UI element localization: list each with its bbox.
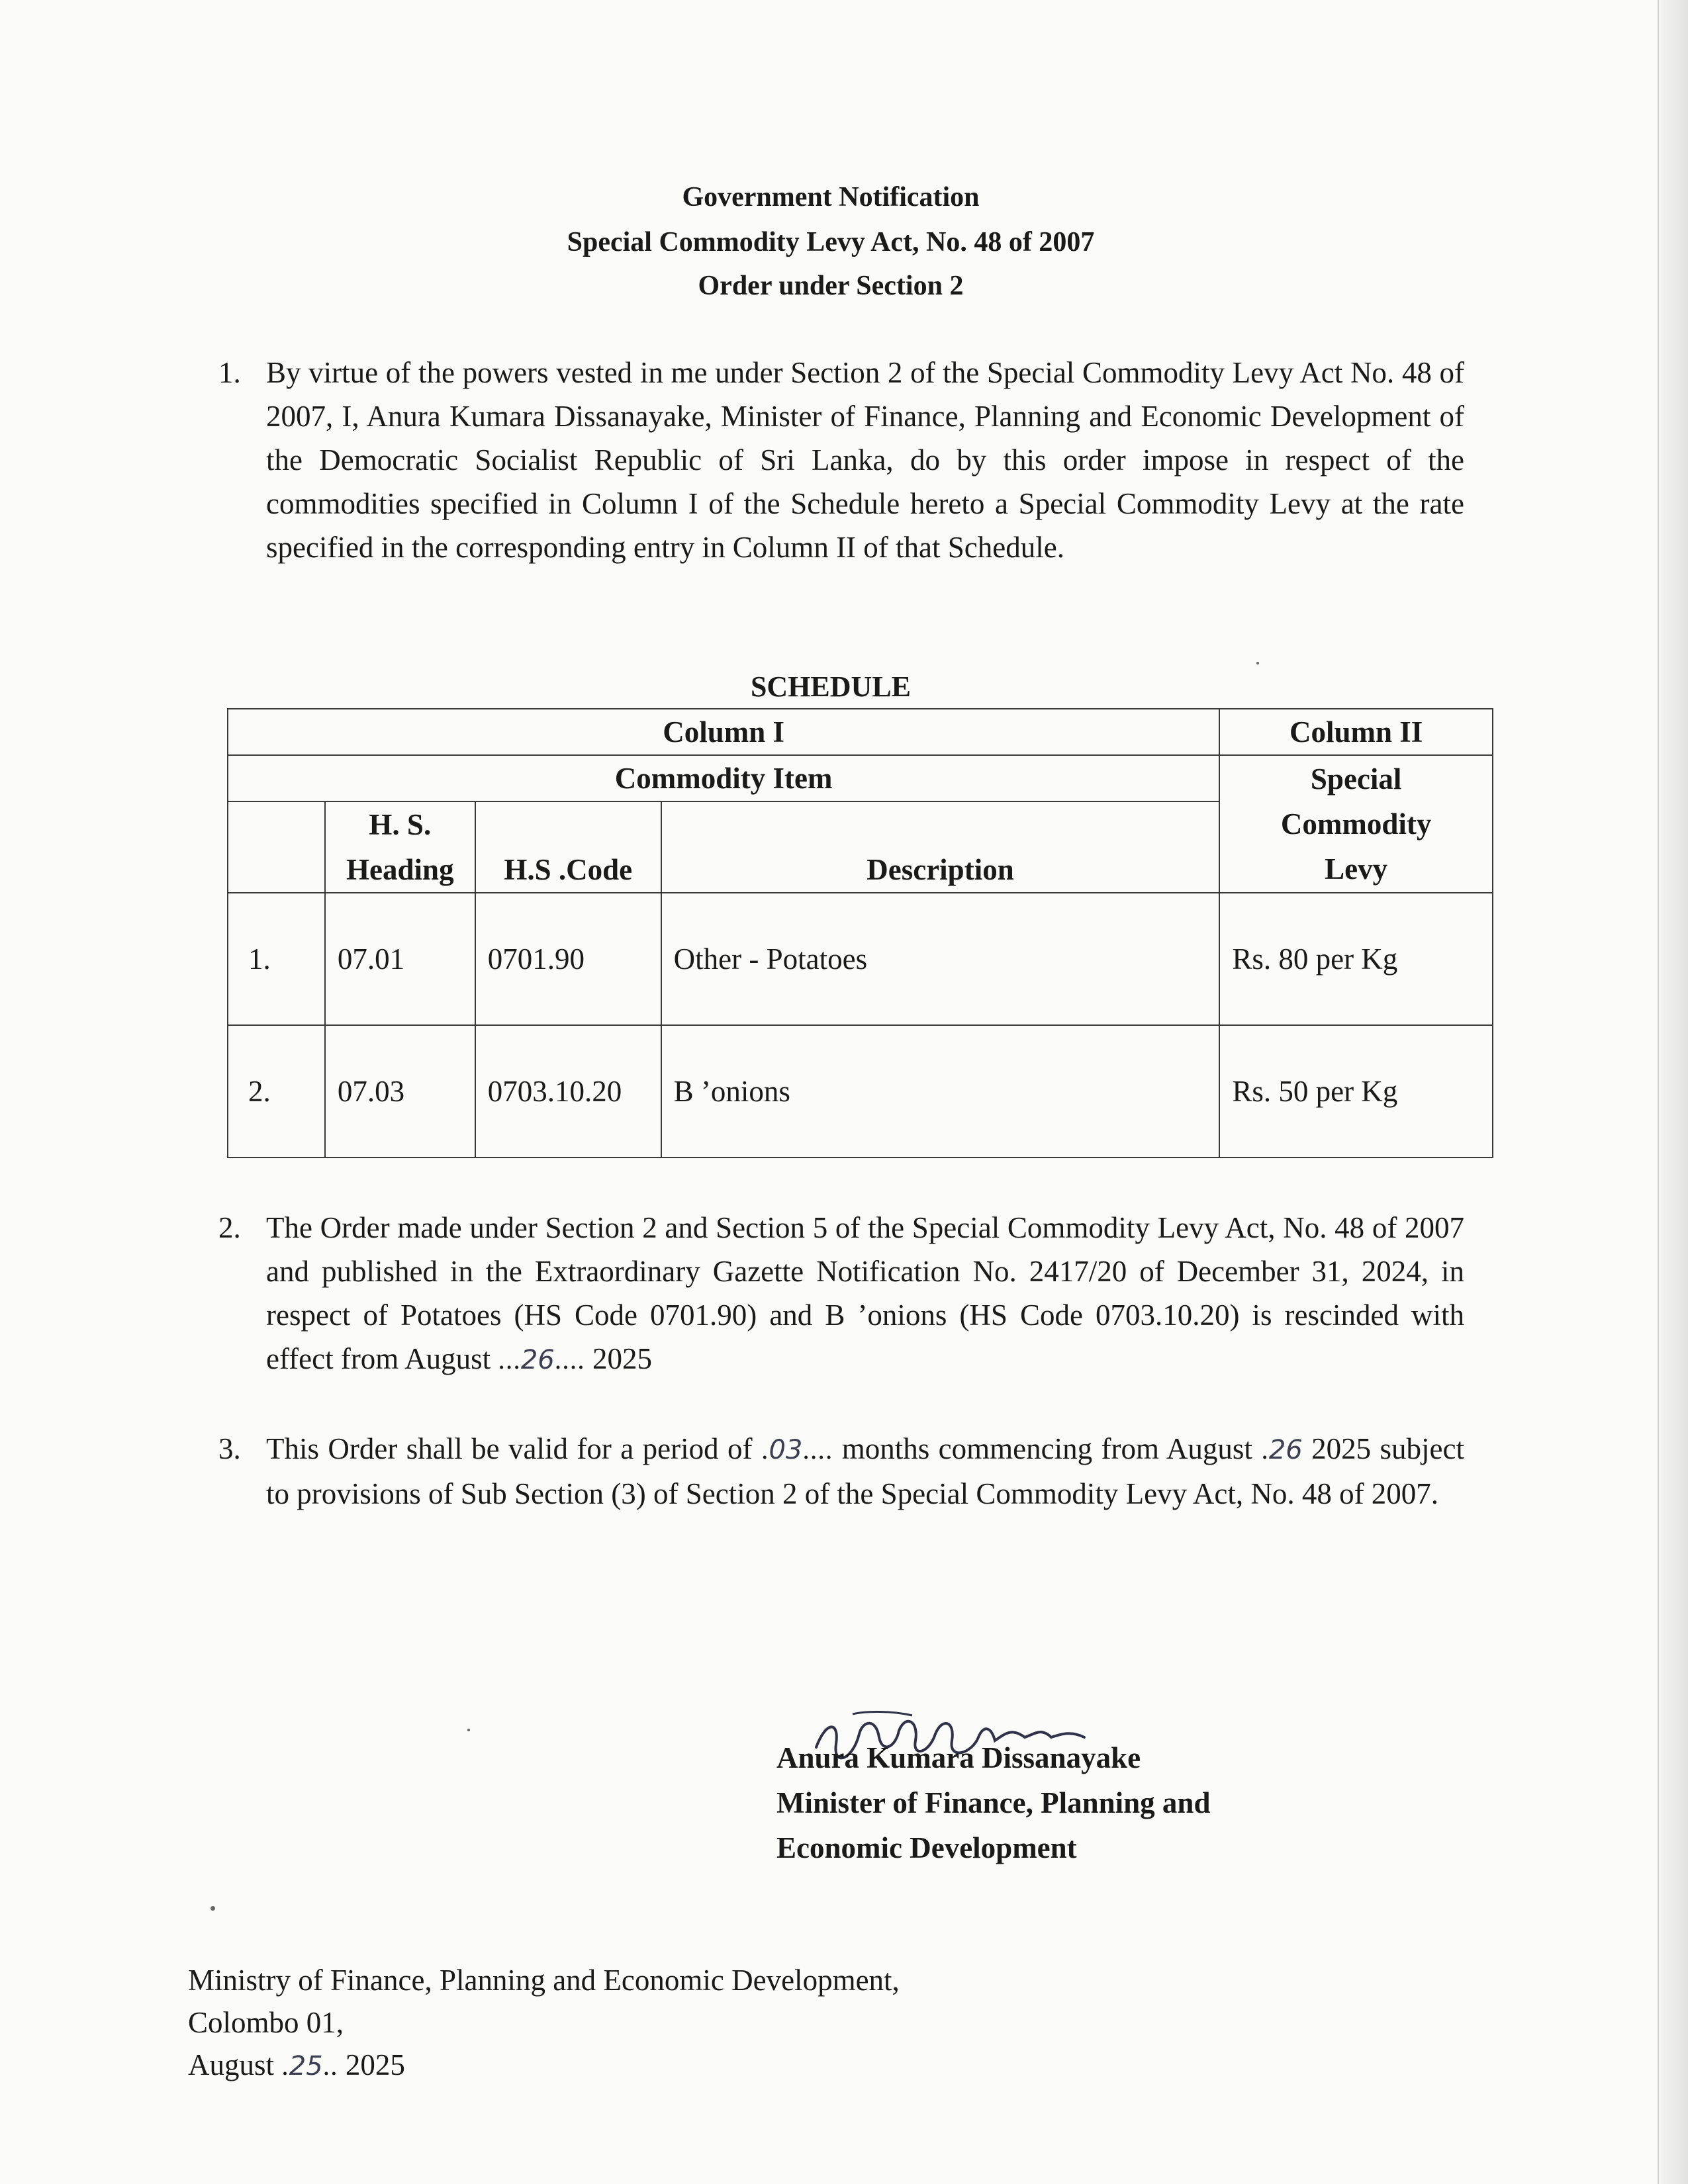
row-description: Other - Potatoes [661, 893, 1220, 1025]
order-title: Order under Section 2 [698, 271, 964, 301]
signature-block [776, 1735, 1211, 1870]
handwritten-date: 26 [1268, 1435, 1303, 1465]
row-levy: Rs. 80 per Kg [1219, 893, 1493, 1025]
paragraph-2 [218, 1206, 1464, 1382]
row-description: B ’onions [661, 1025, 1220, 1158]
date-year: 2025 [345, 2048, 405, 2081]
hs-heading-header [325, 801, 475, 893]
row-number: 1. [228, 893, 325, 1025]
paragraph-number: 3. [218, 1432, 241, 1465]
hs-code-header: H.S .Code [475, 801, 661, 893]
row-hs-heading: 07.01 [325, 893, 475, 1025]
signatory-name: Anura Kumara Dissanayake [776, 1741, 1141, 1774]
ministry-name: Ministry of Finance, Planning and Economic Development, [188, 1964, 900, 1997]
date-month: August [188, 2048, 275, 2081]
row-hs-code: 0701.90 [475, 893, 661, 1025]
levy-header [1219, 755, 1493, 893]
row-levy: Rs. 50 per Kg [1219, 1025, 1493, 1158]
schedule-title: SCHEDULE [750, 670, 912, 703]
paragraph-text: The Order made under Section 2 and Section 5 of the Special Commodity Levy Act, No. 48 of 2007 and published in the Extraordinary Gazette Notification No. 2417/20 of December 31, 2024, in respect of Potatoes (HS Code 0701.90) and B ’onions (HS Code 0703.10.20) is rescinded with effect from August [266, 1211, 1464, 1375]
issuing-office-block [188, 1959, 900, 2087]
paragraph-text: 2025 subject to provisions of Sub Section (3) of Section 2 of the Special Commodity Levy Act, No. 48 of 2007. [266, 1432, 1465, 1510]
column-2-header: Column II [1219, 709, 1493, 755]
blank-dots: . [1261, 1435, 1269, 1465]
ministry-location: Colombo 01, [188, 2006, 344, 2039]
blank-dots: . [281, 2051, 289, 2081]
row-number: 2. [228, 1025, 325, 1158]
blank-dots: . [761, 1435, 769, 1465]
hs-heading-line: H. S. [369, 808, 432, 841]
table-row [228, 1025, 1493, 1158]
paragraph-number: 1. [218, 356, 241, 389]
notification-title: Government Notification [682, 182, 980, 212]
paragraph-number: 2. [218, 1211, 241, 1244]
scan-speck [467, 1729, 470, 1731]
levy-header-line: Special [1310, 762, 1402, 796]
schedule-table [227, 708, 1493, 1158]
scan-edge [1658, 0, 1688, 2184]
hs-heading-line: Heading [346, 853, 454, 886]
blank-dots: .. [322, 2051, 338, 2081]
paragraph-text: months commencing from August [841, 1432, 1252, 1465]
handwritten-date: 25 [289, 2051, 323, 2081]
column-1-header: Column I [228, 709, 1219, 755]
signatory-title-line: Minister of Finance, Planning and [776, 1786, 1211, 1819]
row-hs-heading: 07.03 [325, 1025, 475, 1158]
paragraph-text: This Order shall be valid for a period of [266, 1432, 753, 1465]
number-header [228, 801, 325, 893]
paragraph-1 [218, 351, 1464, 569]
act-title: Special Commodity Levy Act, No. 48 of 2007 [567, 227, 1095, 257]
description-header: Description [661, 801, 1220, 893]
table-header-row [228, 709, 1493, 755]
commodity-item-header: Commodity Item [228, 755, 1219, 801]
handwritten-date: 26 [520, 1345, 555, 1375]
scan-speck [211, 1906, 215, 1911]
paragraph-3 [218, 1427, 1465, 1516]
levy-header-line: Commodity [1280, 807, 1432, 841]
issue-date [188, 2044, 900, 2087]
months-blank [761, 1435, 833, 1465]
table-row [228, 893, 1493, 1025]
date-blank [498, 1345, 585, 1375]
signatory-title-line: Economic Development [776, 1831, 1077, 1864]
row-hs-code: 0703.10.20 [475, 1025, 661, 1158]
date-blank [281, 2051, 338, 2081]
blank-dots: .... [554, 1345, 585, 1375]
date-blank [1261, 1435, 1302, 1465]
blank-dots: .... [802, 1435, 833, 1465]
year-text: 2025 [592, 1342, 652, 1375]
handwritten-months: 03 [769, 1435, 803, 1465]
scan-speck [1256, 662, 1259, 664]
blank-dots: ... [498, 1345, 521, 1375]
paragraph-text: By virtue of the powers vested in me under Section 2 of the Special Commodity Levy Act No. 48 of 2007, I, Anura Kumara Dissanayake, Minister of Finance, Planning and Economic Development of the Democratic Socialist Republic of Sri Lanka, do by this order impose in respect of the commodities specified in Column I of the Schedule hereto a Special Commodity Levy at the rate specified in the corresponding entry in Column II of that Schedule. [266, 356, 1464, 564]
table-header-row [228, 755, 1493, 801]
levy-header-line: Levy [1325, 852, 1388, 886]
